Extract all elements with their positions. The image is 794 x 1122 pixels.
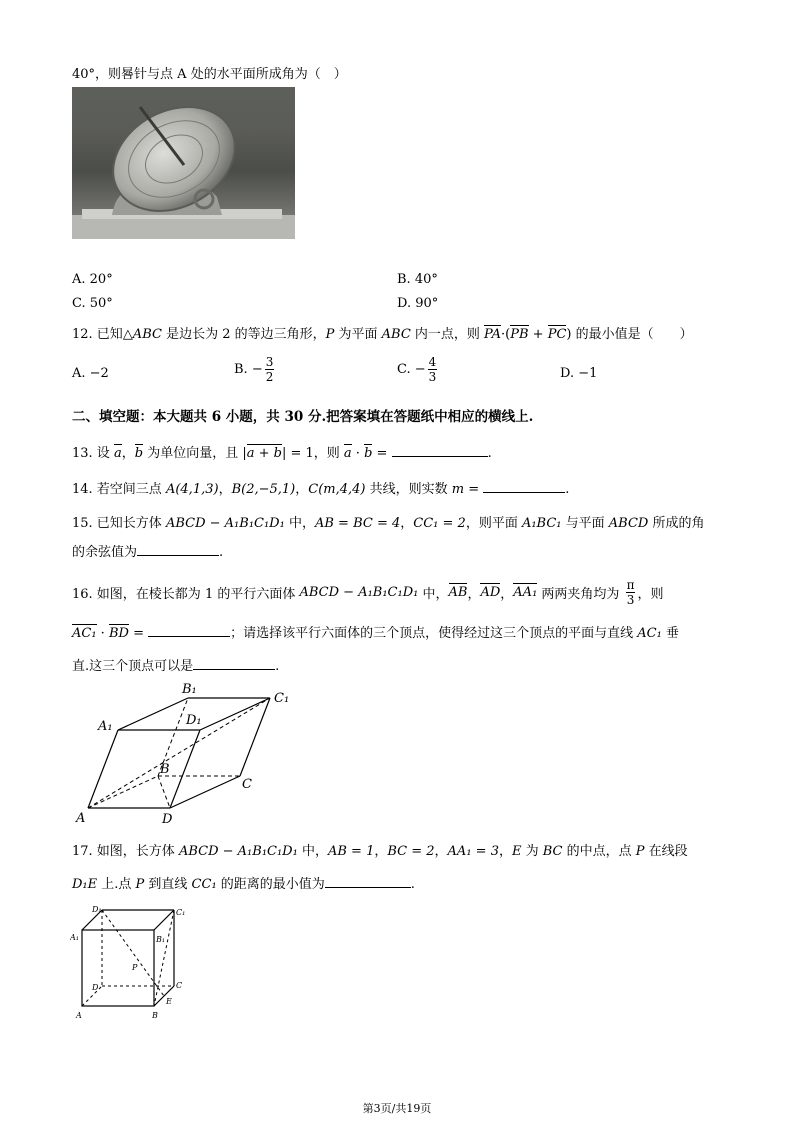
q15-line1: 15. 已知长方体 ABCD − A₁B₁C₁D₁ 中，AB = BC = 4，CC₁ = 2，则平面 A₁BC₁ 与平面 ABCD 所成的角 bbox=[72, 516, 705, 531]
fig16-label-b1: B₁ bbox=[182, 682, 197, 697]
fig16-label-c: C bbox=[242, 777, 252, 792]
q12-stem: 12. 已知△ABC 是边长为 2 的等边三角形，P 为平面 ABC 内一点，则 PA·(PB + PC) 的最小值是（ ） bbox=[72, 327, 693, 342]
fig17-label-a1: A₁ bbox=[70, 933, 79, 942]
sundial-photo bbox=[72, 87, 295, 239]
q11-option-b: B. 40° bbox=[397, 272, 438, 287]
fig17-label-e: E bbox=[166, 997, 172, 1006]
fig16-label-a: A bbox=[76, 811, 86, 826]
q17-line2: D₁E 上.点 P 到直线 CC₁ 的距离的最小值为 . bbox=[72, 873, 415, 892]
fig17-label-b1: B₁ bbox=[156, 935, 166, 944]
q16-line3: 直.这三个顶点可以是 . bbox=[72, 655, 279, 674]
page-footer: 第3页/共19页 bbox=[362, 1102, 432, 1115]
q16-line1: 16. 如图，在棱长都为 1 的平行六面体 ABCD − A₁B₁C₁D₁ 中，AB，AD，AA₁ 两两夹角均为 $\frac{\pi}{3}$ ，则 bbox=[72, 578, 664, 607]
section2-heading: 二、填空题：本大题共 6 小题，共 30 分.把答案填在答题纸中相应的横线上. bbox=[72, 409, 534, 425]
q13-stem: 13. 设 a，b 为单位向量，且 |a + b| = 1，则 a · b = . bbox=[72, 442, 492, 461]
q11-option-c: C. 50° bbox=[72, 296, 113, 311]
fig16-label-d1: D₁ bbox=[186, 713, 202, 728]
q17-answer-blank[interactable] bbox=[325, 874, 411, 888]
fig17-label-a: A bbox=[76, 1011, 82, 1020]
q11-option-d: D. 90° bbox=[397, 296, 439, 311]
fig17-label-d1: D₁ bbox=[92, 905, 102, 914]
q14-answer-blank[interactable] bbox=[483, 479, 565, 493]
q15-answer-blank[interactable] bbox=[137, 542, 219, 556]
fig16-label-d: D bbox=[162, 812, 173, 827]
q12-option-b: B. − $\frac{3}{2}$ bbox=[234, 355, 274, 384]
q12-option-a: A. −2 bbox=[72, 366, 109, 381]
fig16-label-b: B bbox=[160, 762, 170, 777]
fig16-label-a1: A₁ bbox=[98, 719, 113, 734]
q12-option-c: C. − $\frac{4}{3}$ bbox=[397, 355, 437, 384]
fig17-label-b: B bbox=[152, 1011, 158, 1020]
fig17-label-c1: C₁ bbox=[176, 908, 186, 917]
q14-stem: 14. 若空间三点 A(4,1,3)，B(2,−5,1)，C(m,4,4) 共线，则实数 m = . bbox=[72, 478, 569, 497]
q16-answer-blank-2[interactable] bbox=[193, 656, 275, 670]
q17-box-figure bbox=[70, 900, 195, 1025]
fig17-label-c: C bbox=[176, 981, 183, 990]
q11-stem-tail: 40°，则晷针与点 A 处的水平面所成角为（ ） bbox=[72, 67, 347, 82]
q16-line2: AC₁ · BD = ；请选择该平行六面体的三个顶点，使得经过这三个顶点的平面与直线 AC₁ 垂 bbox=[72, 622, 679, 641]
q12-option-d: D. −1 bbox=[560, 366, 598, 381]
fig16-label-c1: C₁ bbox=[274, 691, 290, 706]
fig17-label-d: D bbox=[92, 983, 99, 992]
q11-option-a: A. 20° bbox=[72, 272, 113, 287]
q16-parallelepiped-figure bbox=[70, 678, 300, 828]
q13-answer-blank[interactable] bbox=[392, 443, 488, 457]
q15-line2: 的余弦值为 . bbox=[72, 541, 223, 560]
q16-answer-blank-1[interactable] bbox=[148, 623, 230, 637]
fig17-label-p: P bbox=[132, 963, 138, 972]
q17-line1: 17. 如图，长方体 ABCD − A₁B₁C₁D₁ 中，AB = 1，BC = 2，AA₁ = 3，E 为 BC 的中点，点 P 在线段 bbox=[72, 844, 688, 859]
